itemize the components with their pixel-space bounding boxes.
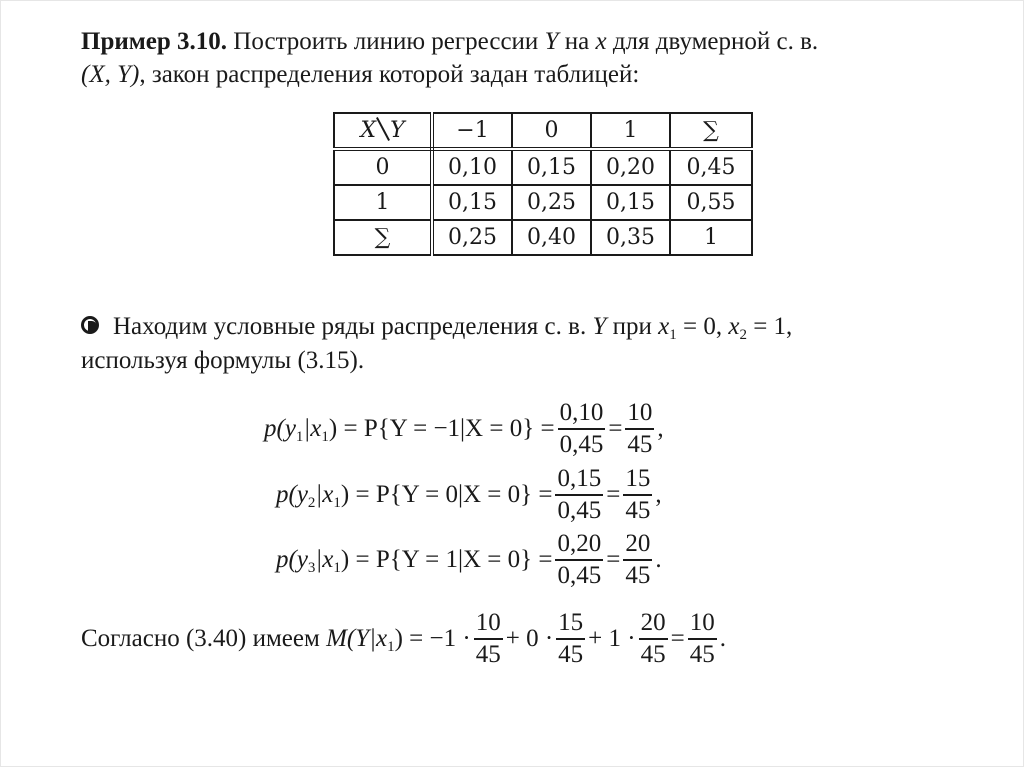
col-header: 1 <box>591 113 670 149</box>
formula-end: . <box>655 546 662 574</box>
conclusion-line <box>81 610 726 669</box>
table-cell: 0,15 <box>591 185 670 220</box>
corner-y: Y <box>390 118 405 143</box>
table-cell: 0,25 <box>512 185 591 220</box>
var-x1: x <box>658 313 670 340</box>
intro-text: Находим условные ряды распределения с. в. <box>113 313 587 340</box>
table-cell: 0,25 <box>432 220 512 255</box>
var-x: x <box>595 28 607 55</box>
col-header: −1 <box>432 113 512 149</box>
formula-rhs: ) = P{Y = 1|X = 0} = <box>340 546 553 574</box>
table-cell: 0,15 <box>512 149 591 185</box>
var-xy: (X, Y) <box>81 61 140 88</box>
fraction: $\frac{0,10}{0,45}$ <box>559 399 604 459</box>
heading-line-1 <box>81 29 818 54</box>
table-row <box>334 220 752 255</box>
formula-mid: |x <box>303 415 322 443</box>
fraction: $\frac{0,15}{0,45}$ <box>557 465 602 525</box>
table-cell: 0,15 <box>432 185 512 220</box>
fraction: $\frac{10}{45}$ <box>689 609 715 669</box>
x2-value: = 1, <box>753 313 793 340</box>
table-cell: 0,20 <box>591 149 670 185</box>
conclusion-end: . <box>719 625 726 653</box>
equals-sign: = <box>670 625 685 653</box>
formula-end: , <box>655 481 662 509</box>
formula-rhs: ) = P{Y = 0|X = 0} = <box>340 481 553 509</box>
word-na: на <box>564 28 590 55</box>
formula-2: $p(y_2|x_1) = P\{Y = 0|X = 0\}$ = $\frac{0,15}{0,45}$ = $\frac{15}{45}$ , <box>276 465 662 525</box>
table-row <box>334 149 752 185</box>
formula-index: 1 <box>333 495 341 512</box>
table-cell: 0,40 <box>512 220 591 255</box>
var-x2: x <box>728 313 740 340</box>
formula-3: $p(y_3|x_1) = P\{Y = 1|X = 0\}$ = $\frac{0,20}{0,45}$ = $\frac{20}{45}$ . <box>276 530 662 590</box>
formula-index: 1 <box>333 560 341 577</box>
word-pri: при <box>612 313 652 340</box>
formula-1: $p(y_1|x_1) = P\{Y = -1|X = 0\}$ = $\frac{0,10}{0,45}$ = $\frac{10}{45}$ , <box>264 399 664 459</box>
expectation-expr: M(Y|x <box>326 625 388 653</box>
formula-end: , <box>657 415 664 443</box>
formula-rhs: ) = P{Y = −1|X = 0} = <box>328 415 555 443</box>
distribution-table <box>333 112 753 256</box>
formula-lhs: p(y <box>276 481 308 509</box>
table-header-row <box>334 113 752 149</box>
table-corner-cell <box>334 113 432 149</box>
formula-index: 1 <box>295 429 304 446</box>
corner-x: X <box>360 118 377 143</box>
task-text-rest: для двумерной с. в. <box>612 28 819 55</box>
table-cell: 1 <box>670 220 752 255</box>
var-y: Y <box>544 28 559 55</box>
fraction: $\frac{0,20}{0,45}$ <box>557 530 602 590</box>
row-header-sum: ∑ <box>334 220 432 255</box>
x1-value: = 0, <box>682 313 723 340</box>
fraction: $\frac{15}{45}$ <box>558 609 584 669</box>
table-row <box>334 185 752 220</box>
conclusion-text: Согласно (3.40) имеем <box>81 625 320 653</box>
task-text-line2: , закон распределения которой задан таблицей: <box>139 61 640 88</box>
var-y: Y <box>592 313 607 340</box>
intro-line-2: используя формулы (3.15). <box>81 347 365 374</box>
expr-index: 1 <box>387 639 395 656</box>
formula-lhs: p(y <box>276 546 308 574</box>
formula-mid: |x <box>315 546 334 574</box>
table-cell: 0,10 <box>432 149 512 185</box>
example-label: Пример 3.10. <box>81 28 228 55</box>
corner-slash <box>376 118 390 140</box>
table-cell: 0,45 <box>670 149 752 185</box>
fraction: $\frac{20}{45}$ <box>640 609 666 669</box>
fraction: $\frac{20}{45}$ <box>625 530 651 590</box>
term-op: + 0 · <box>505 625 554 653</box>
formula-index: 2 <box>307 495 316 512</box>
row-header: 1 <box>334 185 432 220</box>
expectation-expr-rest: ) = −1 · <box>394 625 471 653</box>
table-cell: 0,35 <box>591 220 670 255</box>
intro-line-1: Находим условные ряды распределения с. в. Y при $x_1 = 0$, $x_2 = 1$, <box>113 313 793 343</box>
formula-lhs: p(y <box>264 415 296 443</box>
col-header-sum: ∑ <box>670 113 752 149</box>
table-cell: 0,55 <box>670 185 752 220</box>
solution-bullet-icon <box>81 316 99 334</box>
fraction: $\frac{10}{45}$ <box>475 609 501 669</box>
formula-index: 1 <box>321 429 329 446</box>
row-header: 0 <box>334 149 432 185</box>
formula-index: 3 <box>307 560 316 577</box>
task-text: Построить линию регрессии <box>233 28 539 55</box>
heading-line-2 <box>81 62 639 87</box>
fraction: $\frac{15}{45}$ <box>625 465 651 525</box>
formula-mid: |x <box>315 481 334 509</box>
term-op: + 1 · <box>588 625 636 653</box>
fraction: $\frac{10}{45}$ <box>627 399 653 459</box>
col-header: 0 <box>512 113 591 149</box>
